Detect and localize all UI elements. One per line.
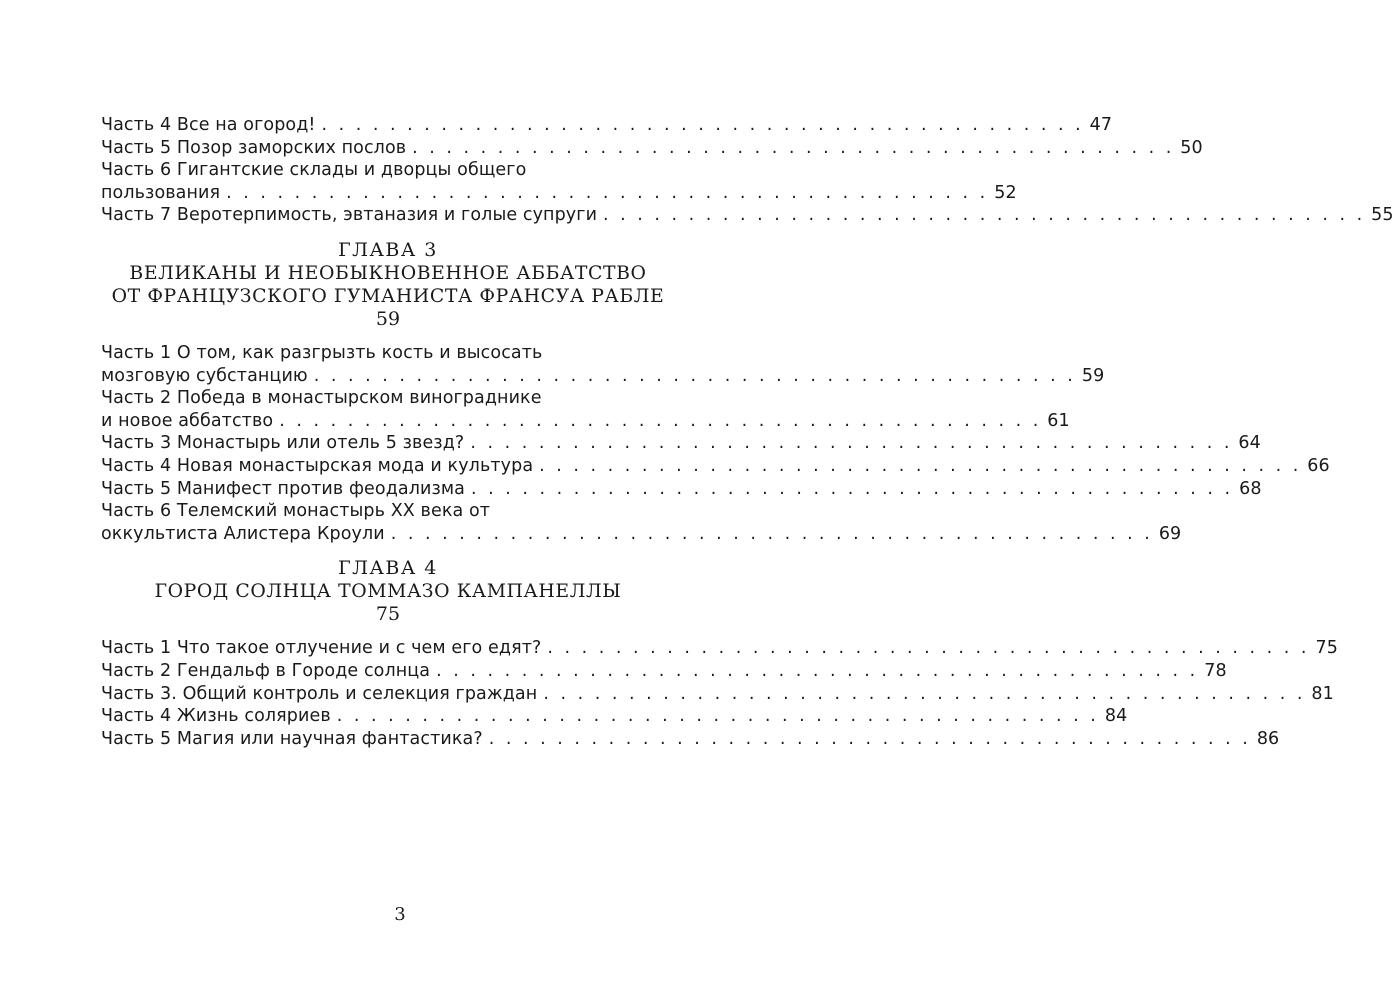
page-number: 3 [394, 904, 406, 925]
toc-entry[interactable] [101, 705, 1128, 728]
toc-entry-title: Часть 3. Общий контроль и селекция граждан [101, 683, 538, 704]
toc-entry-row [101, 523, 1182, 546]
dot-leader: . . . . . . . . . . . . . . . . . . . . . . . . . . . . . . . . . . . . . . . . . . . . . [412, 137, 1175, 158]
toc-entry-row [101, 637, 1338, 660]
table-of-contents [101, 114, 1394, 750]
dot-leader: . . . . . . . . . . . . . . . . . . . . . . . . . . . . . . . . . . . . . . . . . . . . . [390, 523, 1153, 544]
toc-entry-page: 86 [1256, 728, 1280, 749]
toc-entry-row [101, 728, 1280, 751]
dot-leader: . . . . . . . . . . . . . . . . . . . . . . . . . . . . . . . . . . . . . . . . . . . . . [436, 660, 1199, 681]
dot-leader: . . . . . . . . . . . . . . . . . . . . . . . . . . . . . . . . . . . . . . . . . . . . . [603, 205, 1366, 226]
dot-leader: . . . . . . . . . . . . . . . . . . . . . . . . . . . . . . . . . . . . . . . . . . . . . [539, 455, 1302, 476]
toc-entry[interactable] [101, 204, 1394, 227]
toc-entry[interactable] [101, 683, 1334, 706]
toc-entry-title: оккультиста Алистера Кроули [101, 523, 385, 544]
toc-entry-row [101, 683, 1334, 706]
toc-entry-row [101, 432, 1261, 455]
dot-leader: . . . . . . . . . . . . . . . . . . . . . . . . . . . . . . . . . . . . . . . . . . . . . [226, 182, 989, 203]
toc-entry[interactable] [101, 500, 1182, 545]
toc-entry-page: 81 [1311, 683, 1334, 704]
toc-entry-title: Часть 7 Веротерпимость, эвтаназия и голые супруги [101, 205, 598, 226]
toc-entry-row [101, 705, 1128, 728]
toc-entry[interactable] [101, 637, 1338, 660]
toc-entry-title: Часть 5 Позор заморских послов [101, 137, 407, 158]
toc-entry-row [101, 182, 1017, 205]
toc-entry-row [101, 455, 1330, 478]
chapter-page: 75 [375, 603, 401, 626]
toc-entry[interactable] [101, 342, 1105, 387]
toc-entry-title: Часть 4 Новая монастырская мода и культура [101, 455, 534, 476]
toc-entry[interactable] [101, 387, 1070, 432]
toc-entry-title: Часть 4 Жизнь соляриев [101, 706, 331, 727]
toc-entry-page: 50 [1180, 137, 1203, 158]
chapter-title-line: ОТ ФРАНЦУЗСКОГО ГУМАНИСТА ФРАНСУА РАБЛЕ [111, 284, 665, 307]
toc-entry-page: 78 [1204, 660, 1227, 681]
toc-entry[interactable] [101, 728, 1280, 751]
dot-leader: . . . . . . . . . . . . . . . . . . . . . . . . . . . . . . . . . . . . . . . . . . . . . [547, 638, 1310, 659]
toc-entry[interactable] [101, 660, 1227, 683]
toc-entry-title: и новое аббатство [101, 410, 274, 431]
dot-leader: . . . . . . . . . . . . . . . . . . . . . . . . . . . . . . . . . . . . . . . . . . . . . [313, 365, 1076, 386]
dot-leader: . . . . . . . . . . . . . . . . . . . . . . . . . . . . . . . . . . . . . . . . . . . . . [488, 728, 1251, 749]
toc-entry-page: 66 [1307, 455, 1330, 476]
toc-entry-row [101, 365, 1105, 388]
toc-entry-title: Часть 2 Победа в монастырском винограднике [101, 388, 542, 409]
toc-entry-title: Часть 5 Магия или научная фантастика? [101, 728, 483, 749]
toc-entry-title: Часть 2 Гендальф в Городе солнца [101, 660, 431, 681]
toc-entry-title: Часть 4 Все на огород! [101, 115, 316, 135]
dot-leader: . . . . . . . . . . . . . . . . . . . . . . . . . . . . . . . . . . . . . . . . . . . . . [543, 683, 1306, 704]
toc-entry-page: 64 [1238, 433, 1261, 454]
toc-entry[interactable] [101, 478, 1262, 501]
toc-entry-page: 52 [994, 182, 1017, 203]
dot-leader: . . . . . . . . . . . . . . . . . . . . . . . . . . . . . . . . . . . . . . . . . . . . . [470, 433, 1233, 454]
toc-entry-page: 75 [1315, 638, 1338, 659]
dot-leader: . . . . . . . . . . . . . . . . . . . . . . . . . . . . . . . . . . . . . . . . . . . . . [336, 706, 1099, 727]
toc-entry-page: 55 [1371, 205, 1394, 226]
toc-entry-row [101, 204, 1394, 227]
toc-entry-page: 61 [1047, 410, 1070, 431]
chapter-title-line: ГОРОД СОЛНЦА ТОММАЗО КАМПАНЕЛЛЫ [154, 580, 622, 603]
toc-entry[interactable] [101, 114, 1113, 137]
toc-entry[interactable] [101, 159, 1017, 204]
toc-entry-page: 84 [1104, 706, 1128, 727]
toc-entry-title: Часть 1 Что такое отлучение и с чем его едят? [101, 638, 542, 659]
toc-entry-row [101, 114, 1113, 137]
toc-entry-title: пользования [101, 182, 221, 203]
toc-entry-title: Часть 6 Телемский монастырь XX века от [101, 501, 491, 522]
chapter-number: ГЛАВА 3 [338, 238, 438, 261]
chapter-heading [101, 239, 675, 330]
toc-entry[interactable] [101, 137, 1203, 160]
toc-entry-title: Часть 6 Гигантские склады и дворцы общего [101, 160, 527, 181]
toc-entry-title: Часть 1 О том, как разгрызть кость и высосать [101, 342, 543, 363]
toc-entry-row [101, 410, 1070, 433]
chapter-heading [101, 557, 675, 625]
toc-entry-title: Часть 3 Монастырь или отель 5 звезд? [101, 433, 465, 454]
toc-entry[interactable] [101, 432, 1261, 455]
chapter-page: 59 [375, 307, 401, 330]
dot-leader: . . . . . . . . . . . . . . . . . . . . . . . . . . . . . . . . . . . . . . . . . . . . . [321, 115, 1084, 135]
toc-entry-row [101, 478, 1262, 501]
chapter-number: ГЛАВА 4 [338, 557, 438, 580]
dot-leader: . . . . . . . . . . . . . . . . . . . . . . . . . . . . . . . . . . . . . . . . . . . . . [471, 478, 1234, 499]
dot-leader: . . . . . . . . . . . . . . . . . . . . . . . . . . . . . . . . . . . . . . . . . . . . . [279, 410, 1042, 431]
chapter-title-line: ВЕЛИКАНЫ И НЕОБЫКНОВЕННОЕ АББАТСТВО [129, 261, 647, 284]
toc-entry-title: мозговую субстанцию [101, 365, 308, 386]
toc-entry-row [101, 660, 1227, 683]
toc-entry-page: 47 [1089, 115, 1113, 135]
toc-entry-page: 68 [1239, 478, 1262, 499]
toc-entry[interactable] [101, 455, 1330, 478]
toc-entry-row [101, 137, 1203, 160]
toc-entry-page: 69 [1158, 523, 1182, 544]
toc-entry-page: 59 [1081, 365, 1105, 386]
toc-entry-title: Часть 5 Манифест против феодализма [101, 478, 466, 499]
